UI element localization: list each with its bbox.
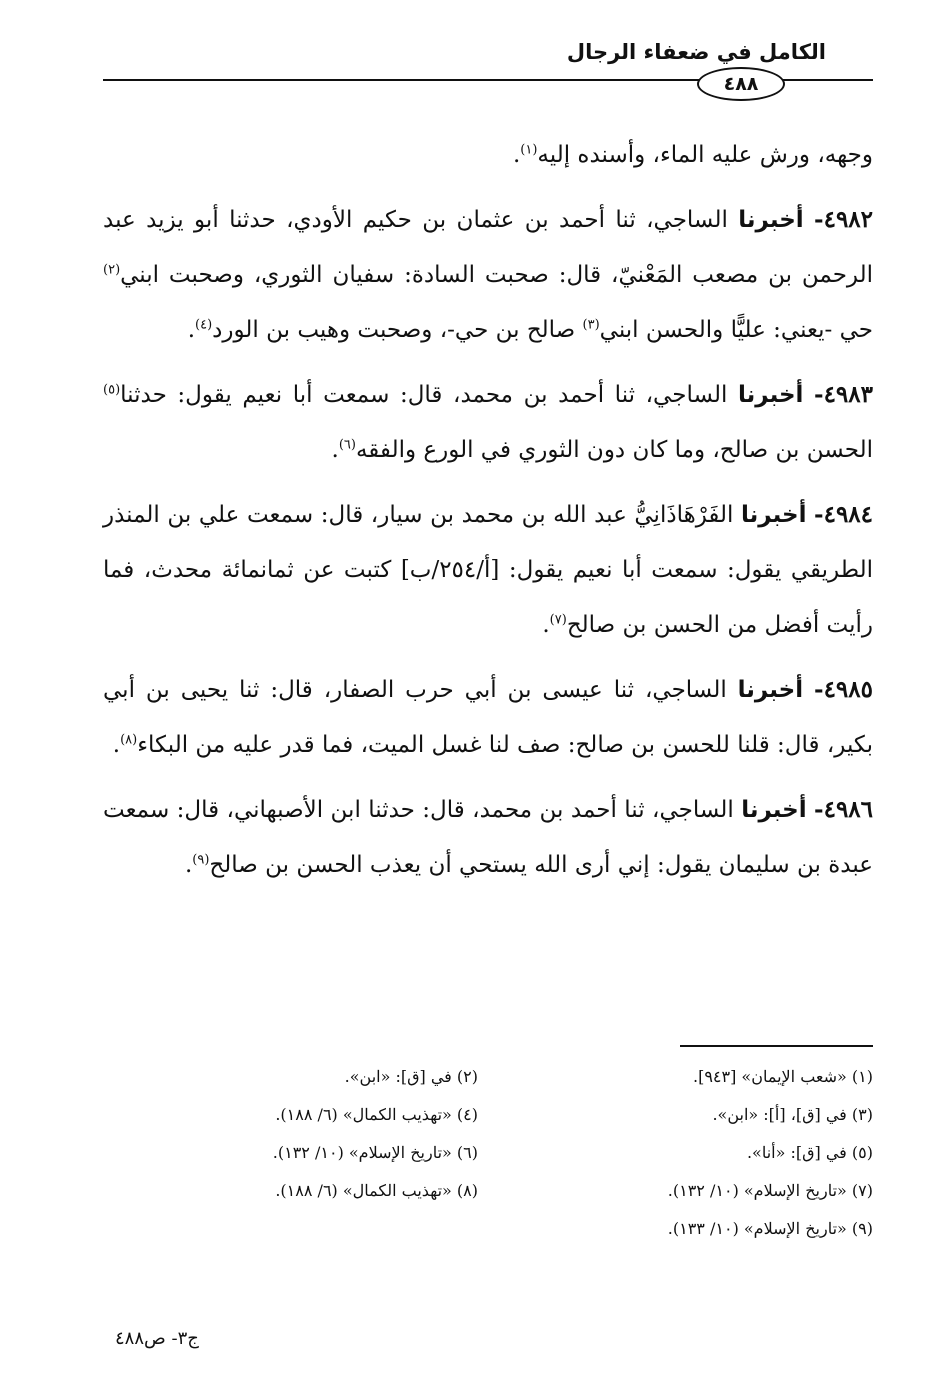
paragraph-tail: . <box>184 852 193 878</box>
paragraph-tail: . <box>187 317 196 343</box>
paragraph-text: وجهه، ورش عليه الماء، وأسنده إليه <box>537 142 873 168</box>
entry-number: ٤٩٨٣- <box>814 381 873 408</box>
entry-number: ٤٩٨٤- <box>814 501 874 528</box>
footnote-ref: (٥) <box>103 382 121 398</box>
entry-number: ٤٩٨٥- <box>814 676 873 703</box>
footnote-1: (١) «شعب الإيمان» [٩٤٣]. <box>692 1067 873 1086</box>
footnote-ref: (٩) <box>192 852 210 868</box>
page-number-badge: ٤٨٨ <box>697 67 785 101</box>
paragraph-text: الساجي، ثنا عيسى بن أبي حرب الصفار، قال: ثنا يحيى بن أبي بكير، قال: قلنا للحسن بن صالح: صف لنا غسل الميت، فما قدر عليه من البكاء <box>103 677 873 758</box>
paragraph-tail: . <box>512 142 521 168</box>
entry-4985 <box>103 662 873 773</box>
footnote-6: (٦) «تاريخ الإسلام» (١٠/ ١٣٢). <box>272 1143 478 1162</box>
footnote-4: (٤) «تهذيب الكمال» (٦/ ١٨٨). <box>275 1105 478 1124</box>
paragraph-text: الساجي، ثنا أحمد بن عثمان بن حكيم الأودي، حدثنا أبو يزيد عبد الرحمن بن مصعب المَعْنيّ، قال: صحبت السادة: سفيان الثوري، وصحبت ابني <box>103 207 873 288</box>
footnotes <box>103 1058 873 1248</box>
entry-4984 <box>103 487 873 653</box>
entry-number: ٤٩٨٦- <box>814 796 874 823</box>
paragraph-continuation <box>103 128 873 183</box>
main-text <box>103 128 873 902</box>
entry-keyword: أخبرنا <box>737 677 804 703</box>
entry-keyword: أخبرنا <box>738 207 804 233</box>
footnote-5: (٥) في [ق]: «أنا». <box>746 1143 873 1162</box>
entry-4986 <box>103 782 873 893</box>
footnote-ref: (٢) <box>103 262 121 278</box>
paragraph-text: الفَرْهَاذَانِيُّ عبد الله بن محمد بن سيار، قال: سمعت علي بن المنذر الطريقي يقول: سمعت أبا نعيم يقول: [أ/٢٥٤/ب] كتبت عن ثمانمائة محدث، فما رأيت أفضل من الحسن بن صالح <box>103 502 873 638</box>
paragraph-tail: . <box>542 612 550 638</box>
entry-4982 <box>103 192 873 358</box>
footnote-7: (٧) «تاريخ الإسلام» (١٠/ ١٣٢). <box>667 1181 873 1200</box>
footnote-3: (٣) في [ق]، [أ]: «ابن». <box>712 1105 873 1124</box>
footnote-ref: (٤) <box>195 317 213 333</box>
paragraph-tail: . <box>331 437 339 463</box>
footnote-ref: (٦) <box>338 437 356 453</box>
entry-keyword: أخبرنا <box>737 382 804 408</box>
paragraph-text: الساجي، ثنا أحمد بن محمد، قال: سمعت أبا نعيم يقول: حدثنا <box>120 382 728 408</box>
paragraph-tail: . <box>112 732 121 758</box>
paragraph-text: الساجي، ثنا أحمد بن محمد، قال: حدثنا ابن الأصبهاني، قال: سمعت عبدة بن سليمان يقول: إني أرى الله يستحي أن يعذب الحسن بن صالح <box>103 797 873 878</box>
footnote-ref: (٧) <box>549 612 567 628</box>
footnote-8: (٨) «تهذيب الكمال» (٦/ ١٨٨). <box>275 1181 478 1200</box>
entry-keyword: أخبرنا <box>741 797 807 823</box>
footnote-rule <box>680 1045 873 1047</box>
footnote-empty <box>103 1210 478 1248</box>
footnote-ref: (٣) <box>582 317 600 333</box>
entry-keyword: أخبرنا <box>741 502 807 528</box>
footnote-ref: (١) <box>520 142 538 158</box>
footnote-9: (٩) «تاريخ الإسلام» (١٠/ ١٣٣). <box>667 1219 873 1238</box>
footnote-2: (٢) في [ق]: «ابن». <box>344 1067 478 1086</box>
book-title: الكامل في ضعفاء الرجال <box>566 40 826 64</box>
entry-number: ٤٩٨٢- <box>814 206 874 233</box>
footnote-ref: (٨) <box>120 732 138 748</box>
paragraph-text: حي -يعني: عليًّا والحسن ابني <box>599 317 873 343</box>
entry-4983 <box>103 367 873 478</box>
paragraph-text: صالح بن حي-، وصحبت وهيب بن الورد <box>212 317 576 343</box>
paragraph-text: الحسن بن صالح، وما كان دون الثوري في الورع والفقه <box>355 437 873 463</box>
page-reference: ج٣- ص٤٨٨ <box>115 1328 199 1349</box>
